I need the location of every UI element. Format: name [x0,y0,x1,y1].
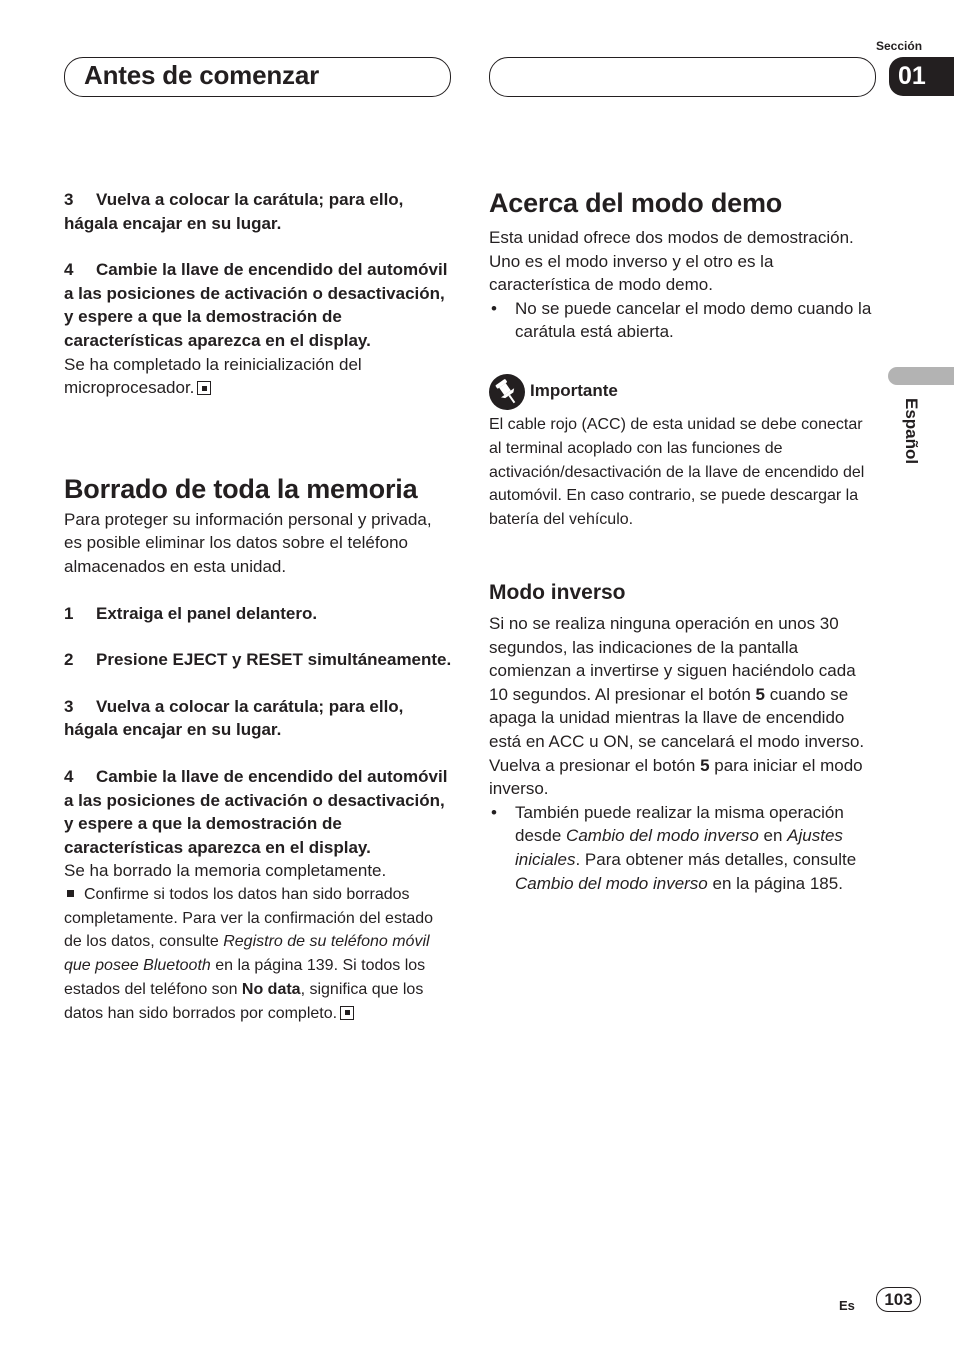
left-column [64,188,454,1026]
square-bullet-icon [67,890,74,897]
step-item: 4 Cambie la llave de encendido del automóvil a las posiciones de activación o desactivación, y espere a que la demostración de características aparezca en el display. [64,766,448,857]
end-mark-icon [340,1006,354,1020]
inverso-section [489,580,879,895]
bullet-dot-icon: • [491,298,497,318]
header-title: Antes de comenzar [84,60,320,90]
end-mark-icon [197,381,211,395]
importante-text: El cable rojo (ACC) de esta unidad se debe conectar al terminal acoplado con las funciones de activación/desactivación de la llave de encendido del automóvil. En caso contrario, se puede descargar la batería del vehículo. [489,416,865,529]
bullet-item: • No se puede cancelar el modo demo cuando la carátula está abierta. [491,298,872,342]
right-column [489,187,879,344]
step-item: 3 Vuelva a colocar la carátula; para ello, hágala encajar en su lugar. [64,696,404,740]
section-label: Sección [876,39,923,53]
language-label: Español [902,398,921,465]
note-text: Se ha completado la reinicialización del microprocesador. [64,354,362,398]
pin-icon [489,374,525,410]
header-blank-frame [489,57,876,97]
language-code: Es [839,1298,855,1313]
language-tab [888,367,954,385]
bullet-item: • También puede realizar la misma operación desde Cambio del modo inverso en Ajustes iniciales. Para obtener más detalles, consulte Cambio del modo inverso en la página 185. [491,802,857,893]
step-item: 1 Extraiga el panel delantero. [64,603,318,623]
section-heading-memoria: Borrado de toda la memoria [64,473,418,504]
section-heading-inverso: Modo inverso [489,581,626,604]
step-item: 2 Presione EJECT y RESET simultáneamente. [64,650,452,670]
note-text: Se ha borrado la memoria completamente. [64,861,387,881]
paragraph: Esta unidad ofrece dos modos de demostración. Uno es el modo inverso y el otro es la característica de modo demo. [489,228,854,295]
confirm-note: Confirme si todos los datos han sido borrados completamente. Para ver la confirmación del estado de los datos, consulte Registro de su teléfono móvil que posee Bluetooth en la página 139. Si todos los estados del teléfono son No data, significa que los datos han sido borrados por completo. [64,885,434,1022]
step-item: 4 Cambie la llave de encendido del automóvil a las posiciones de activación o desactivación, y espere a que la demostración de características aparezca en el display. [64,260,448,350]
bullet-dot-icon: • [491,802,497,822]
section-heading-demo: Acerca del modo demo [489,188,783,218]
paragraph: Para proteger su información personal y privada, es posible eliminar los datos sobre el teléfono almacenados en esta unidad. [64,509,432,576]
page-number: 103 [876,1287,921,1312]
paragraph: Si no se realiza ninguna operación en unos 30 segundos, las indicaciones de la pantalla comienzan a invertirse y siguen haciéndolo cada 10 segundos. Al presionar el botón 5 cuando se apaga la unidad mientras la llave de encendido está en ACC u ON, se cancelará el modo inverso. Vuelva a presionar el botón 5 para iniciar el modo inverso. [489,614,865,799]
section-number: 01 [889,57,954,96]
step-item: 3 Vuelva a colocar la carátula; para ello, hágala encajar en su lugar. [64,190,404,233]
importante-label: Importante [530,381,618,400]
